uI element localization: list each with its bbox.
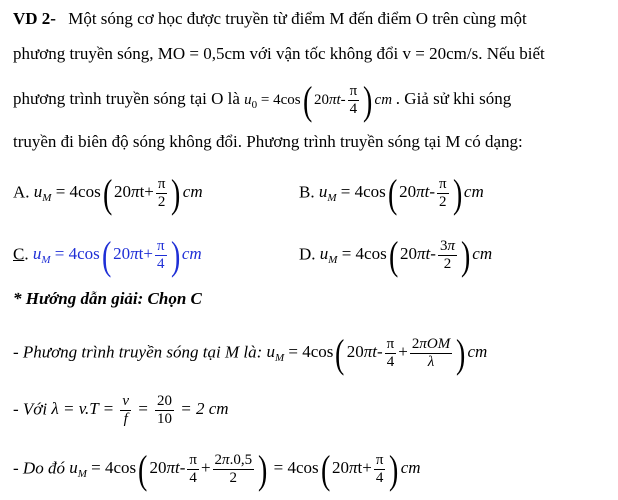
option-a[interactable]	[13, 170, 203, 216]
problem-line-3	[13, 77, 512, 123]
solution-equation-2: λ = v.T = $\frac{v}{f}$ = $\frac{20}{10}$ = 2 cm	[51, 393, 229, 427]
option-d[interactable]	[299, 232, 493, 278]
solution-text-1: - Phương trình truyền sóng tại M là:	[13, 342, 263, 362]
problem-text-3: phương trình truyền sóng tại O là	[13, 88, 240, 108]
option-b-label: B.	[299, 182, 315, 202]
problem-label: VD 2-	[13, 9, 56, 28]
solution-equation-3: $u_M = 4\cos$( 20πt- $\frac{\pi}{4}$ + $\frac{2\pi.0,5}{2}$ ) = 4cos( 20πt+ $\frac{\pi}{4}$ ) cm	[69, 446, 421, 492]
solution-line-2	[13, 393, 229, 428]
option-b-equation: $u_M = 4\cos$( 20πt- $\frac{\pi}{2}$ ) cm	[318, 170, 484, 216]
solution-text-2: - Với	[13, 399, 48, 419]
solution-heading: * Hướng dẫn giải: Chọn C	[13, 289, 202, 308]
solution-line-3	[13, 446, 421, 492]
solution-equation-1: $u_M = 4\cos$( 20πt- $\frac{\pi}{4}$ + $\frac{\text{2πOM}}{\lambda}$ ) cm	[266, 330, 488, 376]
problem-line-1	[13, 8, 527, 30]
option-c-label: C.	[13, 244, 29, 264]
solution-text-3: - Do đó	[13, 458, 65, 478]
problem-line-2: phương truyền sóng, MO = 0,5cm với vận tốc không đổi v = 20cm/s. Nếu biết	[13, 44, 545, 63]
option-d-label: D.	[299, 244, 316, 264]
problem-text-1: Một sóng cơ học được truyền từ điểm M đến điểm O trên cùng một	[68, 9, 527, 28]
option-b[interactable]	[299, 170, 484, 216]
problem-text-3b: . Giả sử khi sóng	[395, 88, 512, 108]
option-c[interactable]	[13, 232, 202, 278]
solution-line-1	[13, 330, 488, 376]
option-a-label: A.	[13, 182, 30, 202]
problem-line-4: truyền đi biên độ sóng không đổi. Phương trình truyền sóng tại M có dạng:	[13, 132, 523, 151]
option-d-equation: $u_M = 4\cos$( 20πt- $\frac{3\pi}{2}$ ) cm	[319, 232, 493, 278]
option-c-equation: $u_M = 4\cos$( 20πt+ $\frac{\pi}{4}$ ) cm	[32, 232, 202, 278]
option-a-equation: $u_M = 4\cos$( 20πt+ $\frac{\pi}{2}$ ) cm	[33, 170, 203, 216]
equation-source: $u_0 = 4\cos$( 20πt- $\frac{\pi}{4}$ ) cm	[244, 77, 393, 123]
